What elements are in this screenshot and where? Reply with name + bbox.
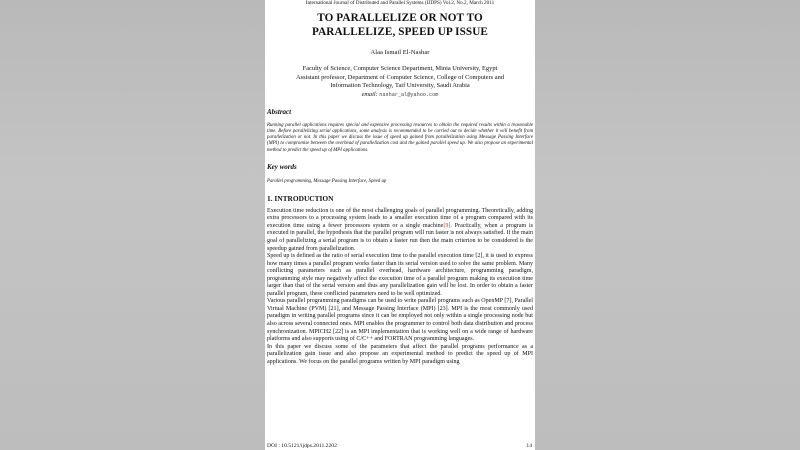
author-name: Alaa Ismail El-Nashar (370, 49, 430, 56)
para1-text-after: . Practically, when a program is executed in parallel, the hypothesis that the parallel program will run faster is not always satisfied. If the main goal of parallelizing a serial program is to obtain a faster run then the main criterion to be considered is the speedup gained from parallelization. (267, 222, 533, 252)
introduction-heading: 1. INTRODUCTION (267, 193, 334, 203)
title-line-1: TO PARALLELIZE OR NOT TO (317, 12, 483, 24)
intro-paragraph-1 (267, 208, 533, 253)
abstract-text: Running parallel applications requires special and expensive processing resources to obtain the required results within a reasonable time. Before parallelizing serial applications, some analysis is recommended to be carried out to decide whether it will benefit from parallelization or not. In this paper we discuss the issue of speed up gained from parallelization using Message Passing Interface (MPI) to compromise between the overhead of parallelization cost and the gained parallel speed up. We also propose an experimental method to predict the speed up of MPI applications. (267, 122, 533, 153)
keywords-heading: Key words (267, 162, 297, 171)
right-blurred-background (535, 0, 800, 450)
citation-link[interactable]: [9] (443, 222, 451, 229)
affiliation-line-1: Faculty of Science, Computer Science Department, Minia University, Egypt (302, 65, 498, 72)
intro-paragraph-2: Speed up is defined as the ratio of serial execution time to the parallel execution time [2], it is used to express how many times a parallel program works faster than its serial version used to solve the same problem. Many conflicting parameters such as parallel overhead, hardware architecture, programming paradigm, programming style may negatively affect the execution time of a parallel program making its execution time larger than that of the serial version and thus any parallelization gain will be lost. In order to obtain a faster parallel program, these conflicted parameters need to be well optimized. (267, 253, 533, 297)
affiliation-line-2: Assistant professor, Department of Computer Science, College of Computers and (296, 73, 504, 81)
title-line-2: PARALLELIZE, SPEED UP ISSUE (312, 25, 488, 38)
intro-paragraph-4: In this paper we discuss some of the parameters that affect the parallel programs performance as a parallelization gain issue and also propose an experimental method to predict the speed up of MPI applications. We focus on the parallel programs written by MPI paradigm using (267, 343, 533, 365)
paper-title (267, 12, 533, 39)
affiliation-line-3: Information Technology, Taif University, Saudi Arabia (330, 82, 470, 90)
para1-text-before: Execution time reduction is one of the most challenging goals of parallel programming. Theoretically, adding extra processors to a processing system leads to a smaller execution time of a program compared with its execution time using a fewer processors system or a single machine (267, 207, 533, 229)
journal-header: International Journal of Distributed and Parallel Systems (IJDPS) Vol.2, No.2, March 2011 (305, 0, 495, 6)
email-label: email: (361, 90, 378, 98)
keywords-text: Parallel programming, Message Passing Interface, Speed up (267, 178, 387, 184)
footer-doi: DOI : 10.5121/ijdps.2011.2202 (267, 443, 337, 449)
paper-page (265, 0, 535, 450)
abstract-heading: Abstract (267, 107, 292, 116)
page-footer (267, 443, 532, 449)
intro-paragraph-3: Various parallel programming paradigms can be used to write parallel programs such as OpenMP [7], Parallel Virtual Machine (PVM) [21], and Message Passing Interface (MPI) [23]. MPI is the most commonly used paradigm in writing parallel programs since it can be employed not only within a single processing node but also across several connected ones. MPI enables the programmer to control both data distribution and process synchronization. MPICH2 [22] is an MPI implementation that is working well on a wide range of hardware platforms and also supports using of C/C++ and FORTRAN programming languages. (267, 298, 533, 343)
footer-page-number: 14 (526, 443, 532, 449)
email-line (267, 91, 533, 99)
left-blurred-background (0, 0, 265, 450)
affiliation (267, 65, 533, 91)
email-address[interactable]: nashar_al@yahoo.com (379, 91, 439, 98)
